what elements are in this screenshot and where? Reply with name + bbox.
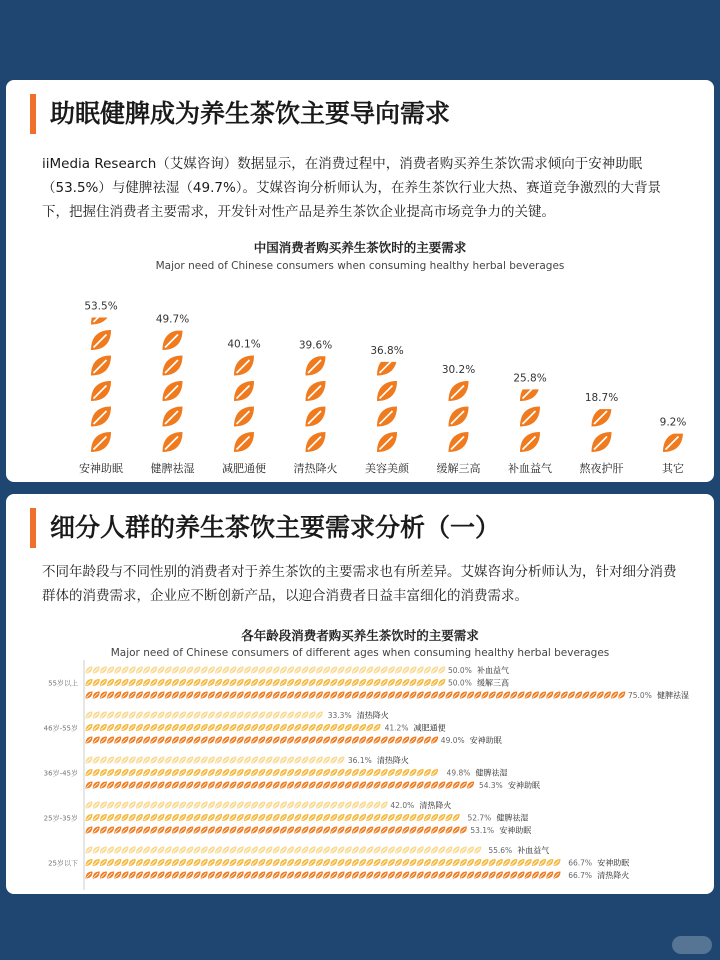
value-label: 42.0% (390, 801, 415, 810)
leaf-bar (86, 737, 439, 744)
value-label: 55.6% (488, 846, 513, 855)
leaf-column (520, 381, 540, 452)
chart-title: 各年龄段消费者购买养生茶饮时的主要需求 (241, 628, 479, 643)
value-label: 66.7% (568, 871, 593, 880)
bar-name-label: 安神助眠 (499, 826, 532, 835)
category-label: 减肥通便 (222, 462, 266, 475)
value-label: 36.1% (347, 756, 372, 765)
value-label: 36.8% (370, 344, 404, 357)
category-label: 补血益气 (508, 462, 552, 475)
value-label: 30.2% (441, 364, 476, 376)
bar-name-label: 健脾祛湿 (496, 813, 529, 823)
value-label: 40.1% (227, 338, 261, 351)
value-label: 49.7% (155, 313, 190, 326)
age-group-label: 46岁-55岁 (43, 724, 78, 733)
age-group-label: 36岁-45岁 (43, 769, 78, 778)
value-label: 50.0% (448, 678, 472, 688)
leaf-column (163, 330, 183, 452)
value-label: 18.7% (584, 392, 619, 405)
category-label: 安神助眠 (79, 462, 123, 475)
value-label: 49.8% (446, 768, 471, 778)
value-label: 75.0% (628, 691, 652, 700)
value-label: 49.0% (440, 736, 465, 745)
value-label: 33.3% (327, 711, 352, 720)
leaf-column (663, 432, 683, 452)
leaf-bar (86, 814, 460, 821)
category-label: 健脾祛湿 (150, 462, 195, 475)
leaf-column (306, 356, 326, 453)
value-label: 50.0% (448, 666, 472, 675)
leaf-column (449, 381, 469, 452)
leaf-bar (86, 827, 467, 834)
bar-name-label: 清热降火 (597, 871, 630, 880)
value-label: 25.8% (513, 372, 547, 385)
leaf-column (377, 356, 397, 453)
bar-name-label: 补血益气 (477, 666, 509, 675)
value-label: 53.1% (470, 826, 495, 835)
leaf-bar (86, 667, 446, 674)
bar-name-label: 健脾祛湿 (475, 768, 508, 778)
leaf-column-chart (6, 280, 714, 480)
leaf-bar (86, 847, 482, 854)
value-label: 52.7% (467, 813, 492, 823)
category-label: 缓解三高 (436, 462, 481, 475)
bar-name-label: 安神助眠 (597, 858, 630, 868)
leaf-bar (86, 679, 446, 686)
card-body-text: 不同年龄段与不同性别的消费者对于养生茶饮的主要需求也有所差异。艾媒咨询分析师认为，针对细分消费群体的消费需求，企业应不断创新产品，以迎合消费者日益丰富细化的消费需求。 (42, 564, 677, 604)
category-label: 美容美颜 (365, 462, 409, 475)
value-label: 41.2% (384, 723, 409, 733)
value-label: 54.3% (478, 781, 503, 790)
bar-name-label: 减肥通便 (413, 723, 446, 733)
category-label: 清热降火 (293, 462, 338, 475)
leaf-bar (86, 692, 626, 699)
bar-name-label: 清热降火 (376, 756, 409, 765)
leaf-bar (86, 802, 388, 809)
card-title: 细分人群的养生茶饮主要需求分析（一） (30, 508, 500, 548)
leaf-bar (86, 724, 381, 731)
category-label: 其它 (662, 462, 684, 475)
chart-title: 中国消费者购买养生茶饮时的主要需求 (253, 240, 467, 255)
bar-name-label: 清热降火 (419, 801, 452, 810)
value-label: 9.2% (659, 416, 687, 429)
bar-name-label: 安神助眠 (469, 736, 502, 745)
value-label: 53.5% (84, 300, 118, 313)
leaf-bar (86, 769, 439, 776)
watermark-badge (672, 936, 712, 954)
card-sleep-spleen (6, 80, 714, 482)
age-group-label: 25岁-35岁 (43, 814, 78, 823)
bar-name-label: 安神助眠 (507, 781, 540, 790)
leaf-bar (86, 757, 345, 764)
card-segment-analysis (6, 494, 714, 894)
bar-name-label: 缓解三高 (477, 678, 509, 688)
leaf-column (592, 407, 612, 453)
bar-name-label: 健脾祛湿 (657, 691, 689, 700)
leaf-bar (86, 859, 561, 866)
leaf-column (91, 305, 111, 453)
chart-subtitle: Major need of Chinese consumers of different ages when consuming healthy herbal beverages (110, 647, 610, 659)
value-label: 39.6% (298, 339, 333, 352)
leaf-column (234, 356, 254, 453)
chart-subtitle: Major need of Chinese consumers when consuming healthy herbal beverages (155, 260, 565, 272)
card-body-text: iiMedia Research（艾媒咨询）数据显示，在消费过程中，消费者购买养生茶饮需求倾向于安神助眠（53.5%）与健脾祛湿（49.7%）。艾媒咨询分析师认为，在养生茶饮行业大热、赛道竞争激烈的大背景下，把握住消费者主要需求，开发针对性产品是养生茶饮企业提高市场竞争力的关键。 (42, 156, 662, 220)
age-group-label: 25岁以下 (48, 859, 78, 868)
card-title: 助眠健脾成为养生茶饮主要导向需求 (30, 94, 450, 134)
bar-name-label: 清热降火 (356, 711, 389, 720)
age-group-leaf-bar-chart (6, 660, 714, 894)
leaf-bar (86, 712, 323, 719)
leaf-bar (86, 782, 475, 789)
category-label: 熬夜护肝 (579, 462, 624, 475)
value-label: 66.7% (568, 858, 593, 868)
leaf-bar (86, 872, 561, 879)
bar-name-label: 补血益气 (517, 846, 550, 855)
age-group-label: 55岁以上 (48, 679, 78, 688)
